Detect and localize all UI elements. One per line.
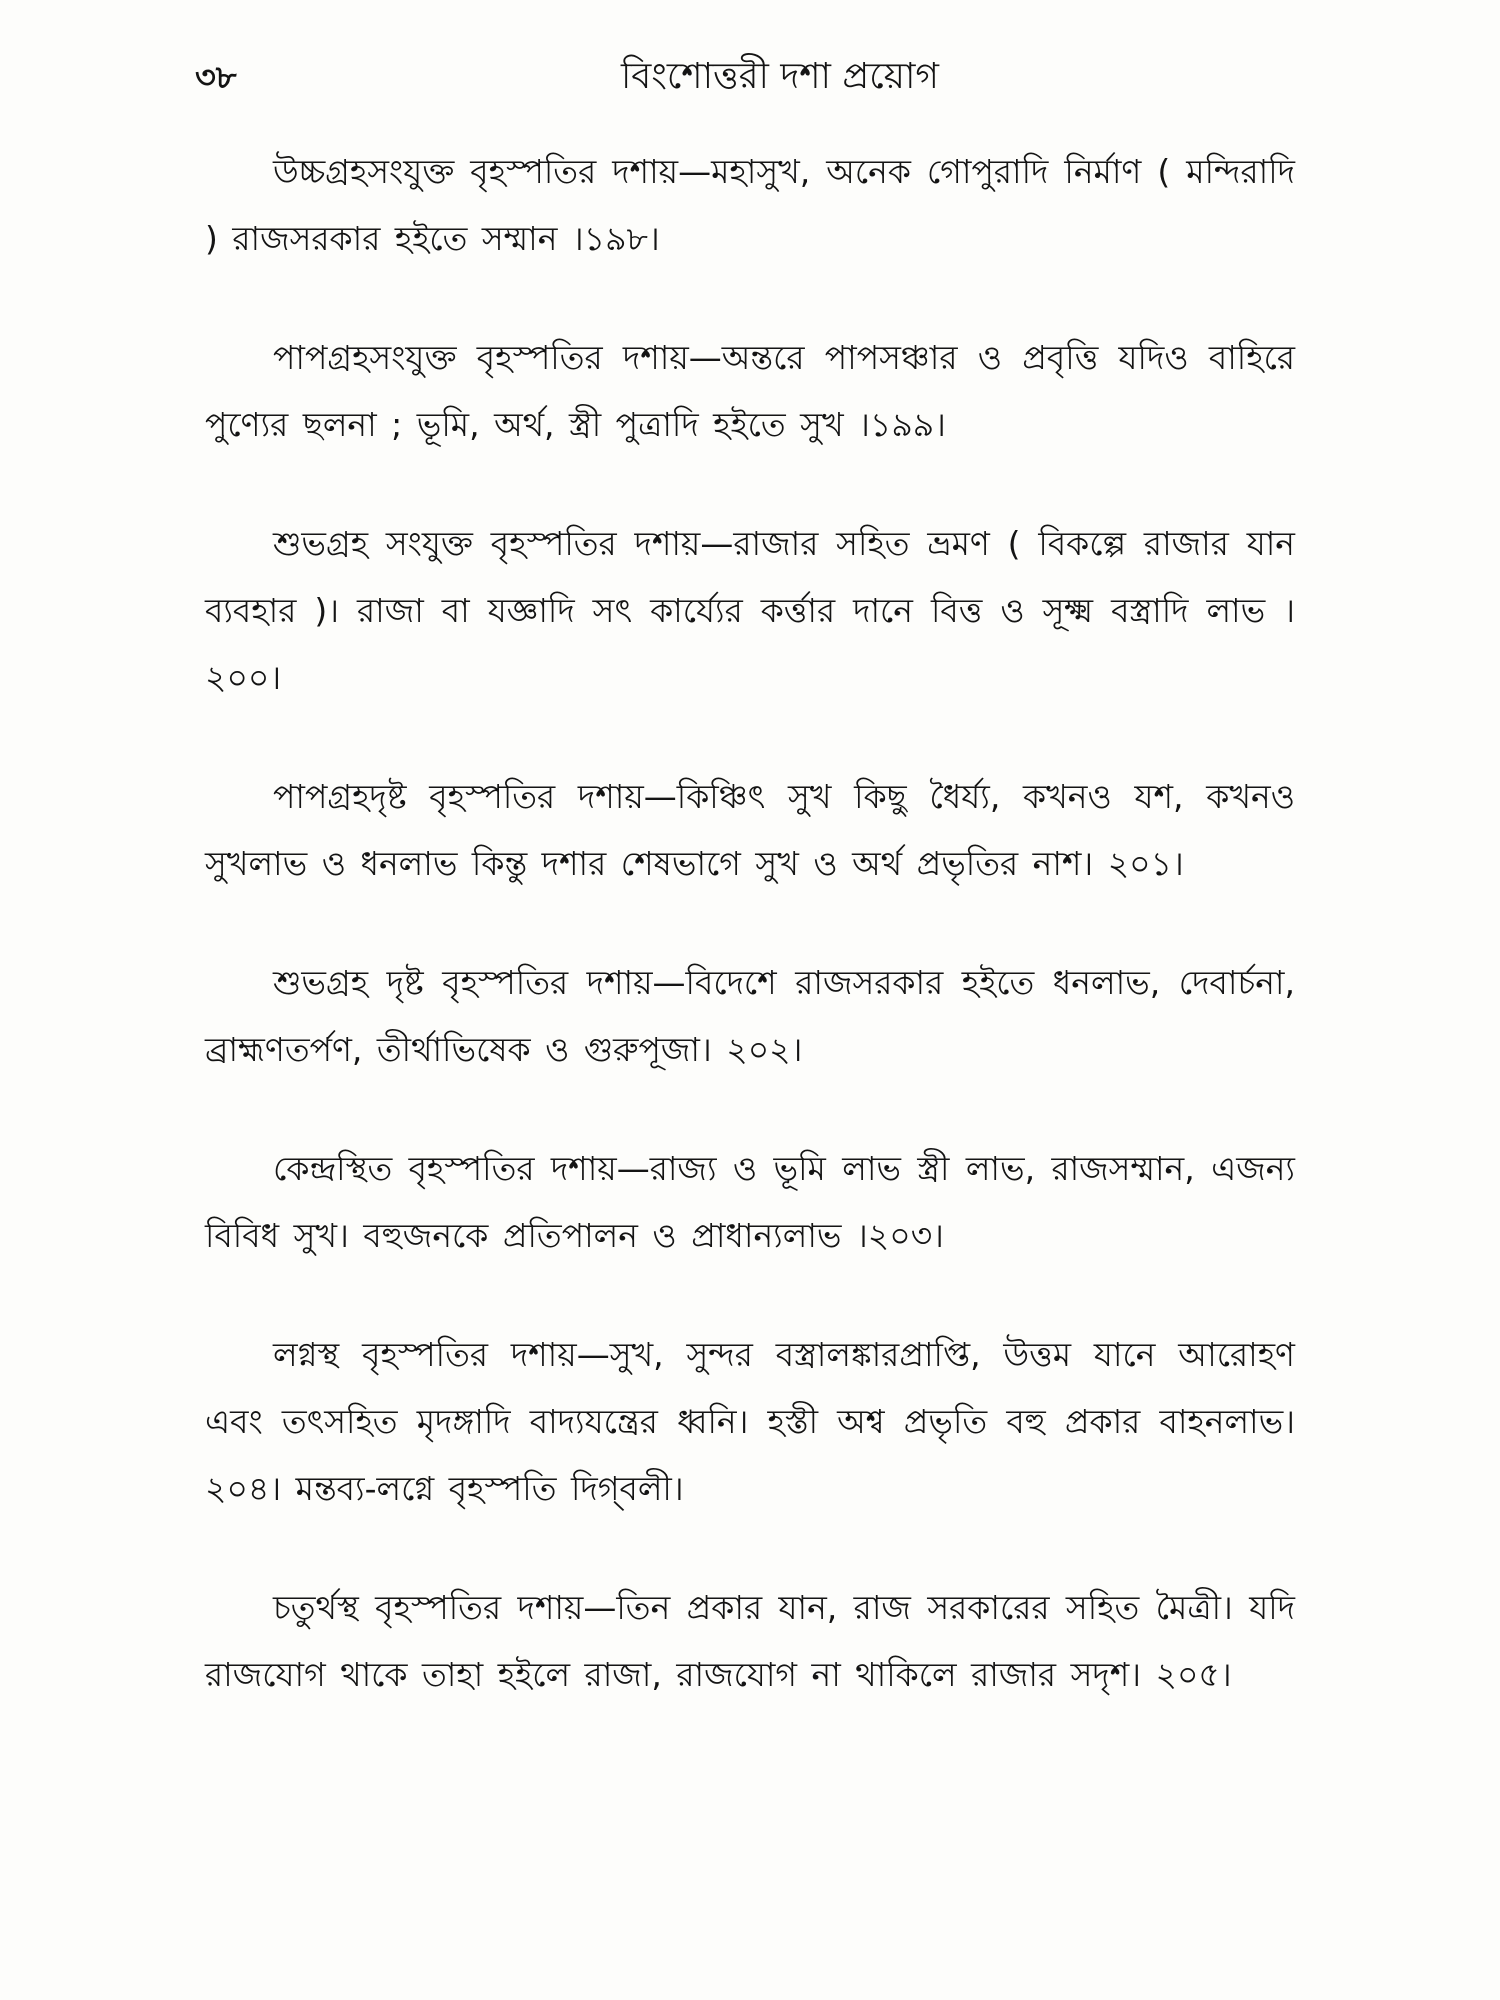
page-header (195, 52, 1305, 102)
paragraph-198: উচ্চগ্রহসংযুক্ত বৃহস্পতির দশায়—মহাসুখ, অনেক গোপুরাদি নির্মাণ ( মন্দিরাদি ) রাজসরকার হইতে সম্মান ।১৯৮। (205, 152, 1295, 258)
paragraph-201: পাপগ্রহদৃষ্ট বৃহস্পতির দশায়—কিঞ্চিৎ সুখ কিছু ধৈর্য্য, কখনও যশ, কখনও সুখলাভ ও ধনলাভ কিন্তু দশার শেষভাগে সুখ ও অর্থ প্রভৃতির নাশ। ২০১। (205, 777, 1295, 883)
paragraph-204: লগ্নস্থ বৃহস্পতির দশায়—সুখ, সুন্দর বস্ত্রালঙ্কারপ্রাপ্তি, উত্তম যানে আরোহণ এবং তৎসহিত মৃদঙ্গাদি বাদ্যযন্ত্রের ধ্বনি। হস্তী অশ্ব প্রভৃতি বহু প্রকার বাহনলাভ। ২০৪। মন্তব্য-লগ্নে বৃহস্পতি দিগ্‌বলী। (205, 1335, 1295, 1508)
paragraph-205: চতুর্থস্থ বৃহস্পতির দশায়—তিন প্রকার যান, রাজ সরকারের সহিত মৈত্রী। যদি রাজযোগ থাকে তাহা হইলে রাজা, রাজযোগ না থাকিলে রাজার সদৃশ। ২০৫। (205, 1588, 1295, 1694)
running-title: বিংশোত্তরী দশা প্রয়োগ (620, 56, 939, 97)
page-number: ৩৮ (195, 58, 237, 96)
paragraph-200: শুভগ্রহ সংযুক্ত বৃহস্পতির দশায়—রাজার সহিত ভ্রমণ ( বিকল্পে রাজার যান ব্যবহার )। রাজা বা যজ্ঞাদি সৎ কার্য্যের কর্ত্তার দানে বিত্ত ও সূক্ষ্ম বস্ত্রাদি লাভ ।২০০। (205, 524, 1295, 697)
paragraph-202: শুভগ্রহ দৃষ্ট বৃহস্পতির দশায়—বিদেশে রাজসরকার হইতে ধনলাভ, দেবার্চনা, ব্রাহ্মণতর্পণ, তীর্থাভিষেক ও গুরুপূজা। ২০২। (205, 963, 1295, 1069)
paragraph-199: পাপগ্রহসংযুক্ত বৃহস্পতির দশায়—অন্তরে পাপসঞ্চার ও প্রবৃত্তি যদিও বাহিরে পুণ্যের ছলনা ; ভূমি, অর্থ, স্ত্রী পুত্রাদি হইতে সুখ ।১৯৯। (205, 338, 1295, 444)
body-text (205, 138, 1295, 1708)
paragraph-203: কেন্দ্রস্থিত বৃহস্পতির দশায়—রাজ্য ও ভূমি লাভ স্ত্রী লাভ, রাজসম্মান, এজন্য বিবিধ সুখ। বহুজনকে প্রতিপালন ও প্রাধান্যলাভ ।২০৩। (205, 1149, 1295, 1255)
